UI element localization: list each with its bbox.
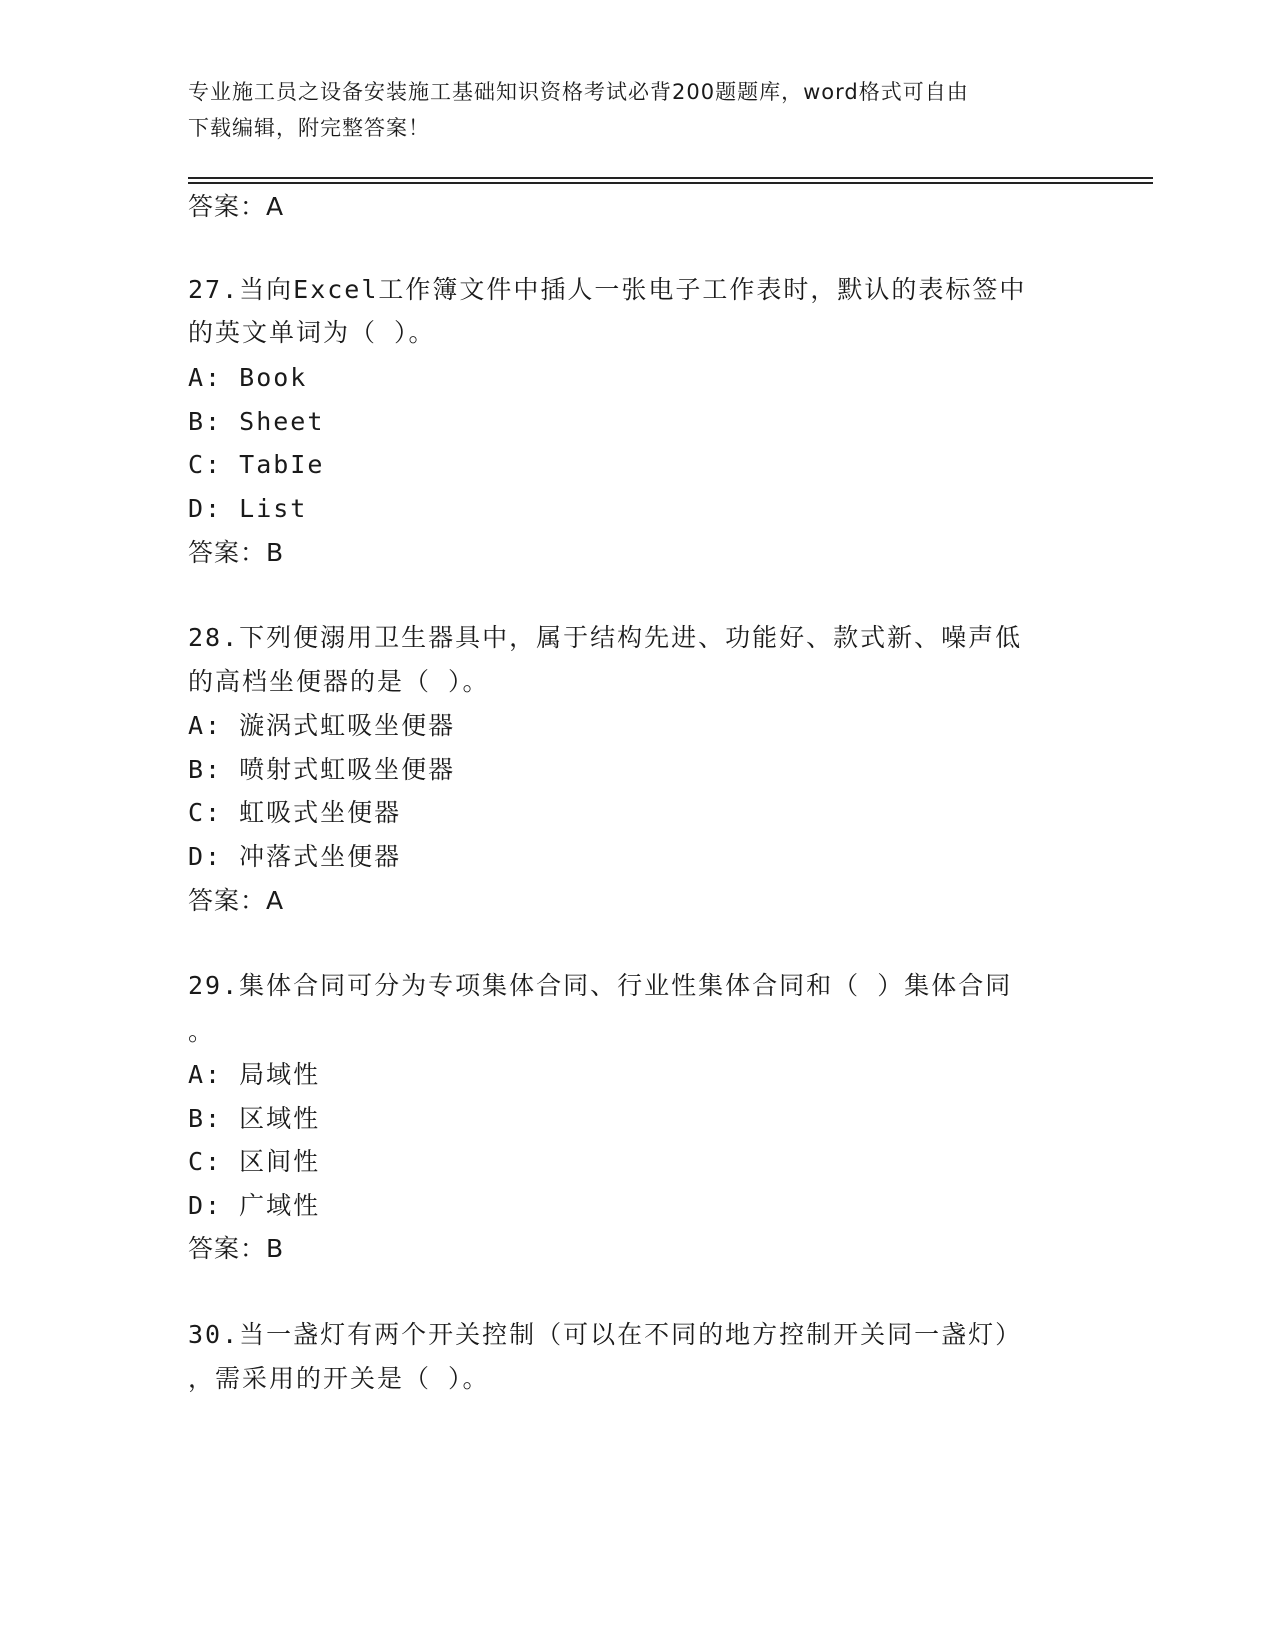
page-header: [188, 74, 1088, 146]
question-27-stem-line-2: 的英文单词为（ ）。: [188, 318, 436, 347]
question-27-option-c: C: TabIe: [188, 450, 325, 479]
question-27-option-a: A: Book: [188, 363, 308, 392]
question-30-stem-line-1: 30.当一盏灯有两个开关控制（可以在不同的地方控制开关同一盏灯）: [188, 1320, 1023, 1349]
question-27-answer: 答案：B: [188, 538, 285, 567]
question-29-option-c: C: 区间性: [188, 1147, 321, 1176]
question-29-stem-line-2: 。: [188, 1017, 216, 1046]
question-29-stem-line-1: 29.集体合同可分为专项集体合同、行业性集体合同和（ ）集体合同: [188, 971, 1013, 1000]
header-line-2: 下载编辑，附完整答案！: [188, 116, 430, 140]
header-line-1: 专业施工员之设备安装施工基础知识资格考试必背200题题库，word格式可自由: [188, 80, 969, 104]
question-27-option-b: B: Sheet: [188, 407, 325, 436]
question-29-answer: 答案：B: [188, 1234, 285, 1263]
question-30-stem-line-2: ，需采用的开关是（ ）。: [188, 1364, 490, 1393]
question-29-option-d: D: 广域性: [188, 1191, 321, 1220]
question-29-option-a: A: 局域性: [188, 1060, 321, 1089]
header-divider-bottom: [188, 182, 1153, 184]
question-27-stem-line-1: 27.当向Excel工作簿文件中插人一张电子工作表时，默认的表标签中: [188, 275, 1027, 304]
header-divider-top: [188, 177, 1153, 179]
question-28-option-a: A: 漩涡式虹吸坐便器: [188, 711, 456, 740]
question-28-answer: 答案：A: [188, 886, 285, 915]
question-28-stem-line-1: 28.下列便溺用卫生器具中，属于结构先进、功能好、款式新、噪声低: [188, 623, 1023, 652]
question-28-option-b: B: 喷射式虹吸坐便器: [188, 755, 456, 784]
question-27-option-d: D: List: [188, 494, 308, 523]
question-29-option-b: B: 区域性: [188, 1104, 321, 1133]
question-28-option-c: C: 虹吸式坐便器: [188, 798, 402, 827]
question-28-stem-line-2: 的高档坐便器的是（ ）。: [188, 667, 490, 696]
question-28-option-d: D: 冲落式坐便器: [188, 842, 402, 871]
answer-26: 答案：A: [188, 192, 285, 221]
